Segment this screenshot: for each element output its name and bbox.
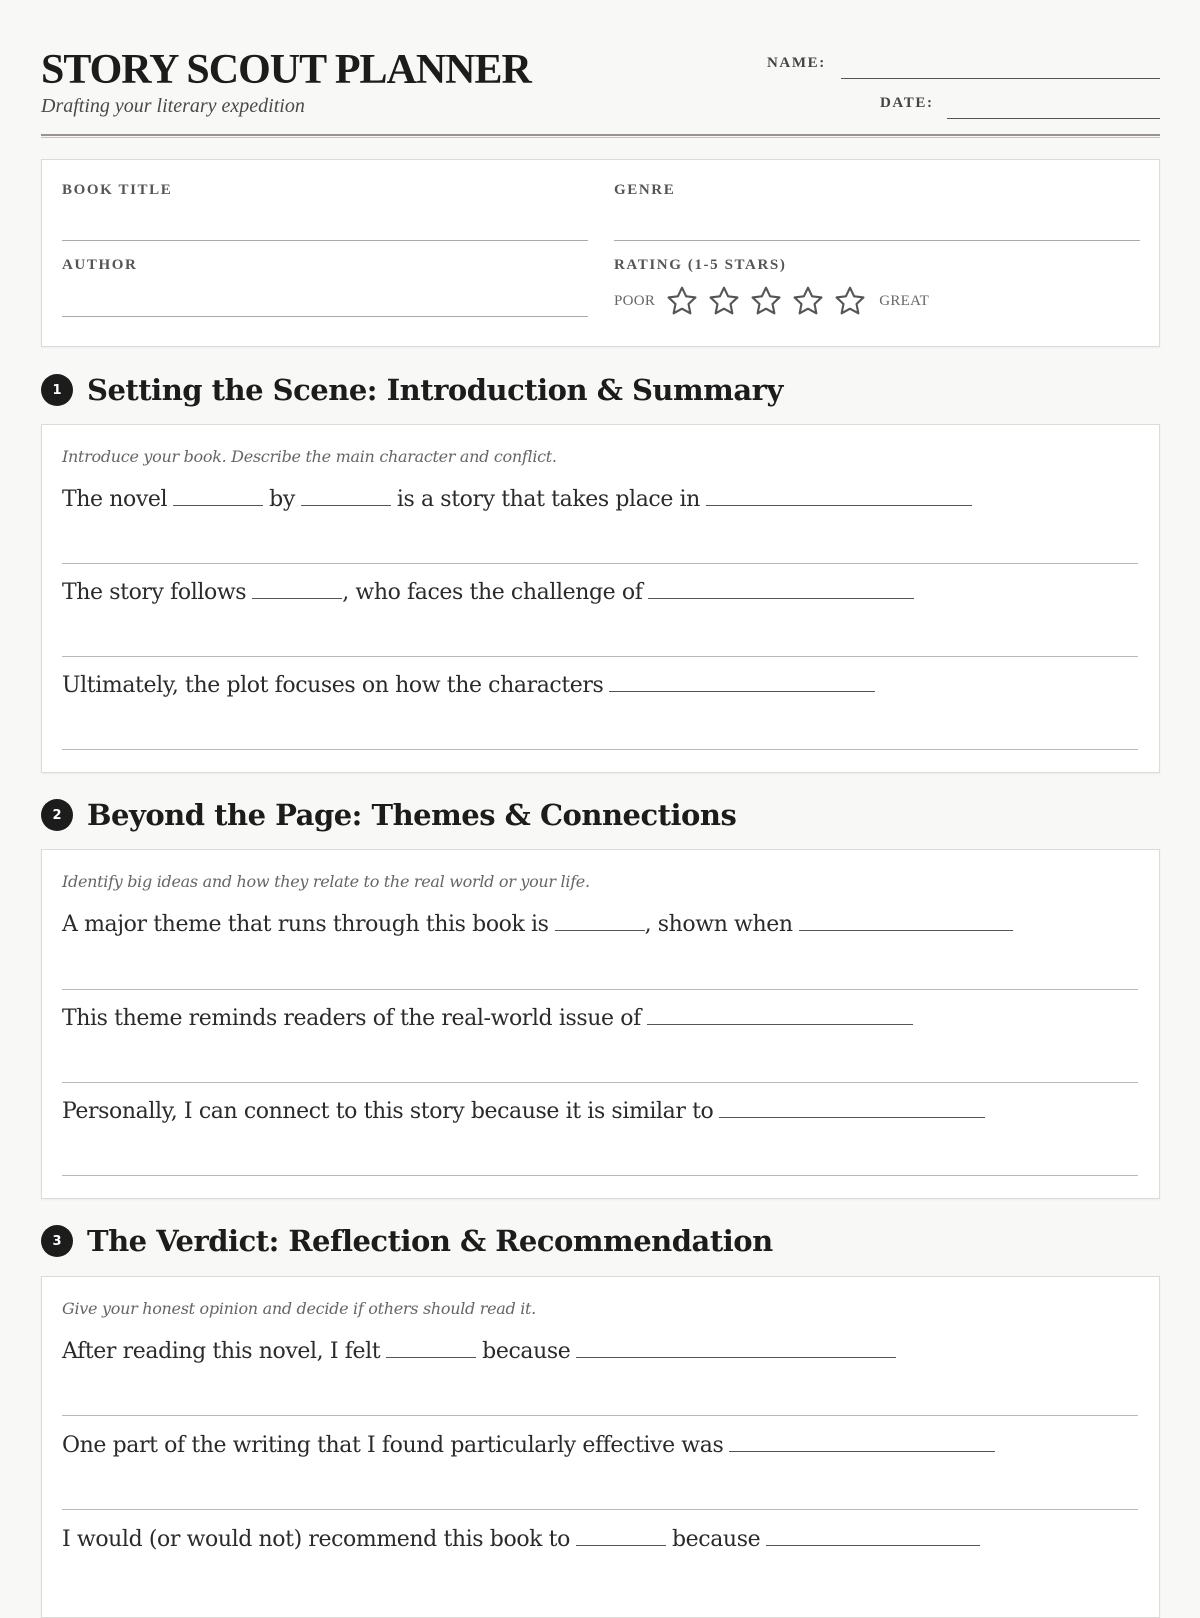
blank-field[interactable] (766, 1544, 980, 1546)
prompt-text: because (671, 1527, 761, 1552)
section-instruction: Introduce your book. Describe the main character and conflict. (62, 447, 557, 466)
star-icon[interactable] (707, 284, 741, 318)
star-icon[interactable] (749, 284, 783, 318)
prompt-text: Personally, I can connect to this story because it is similar to (62, 1099, 714, 1124)
answer-line[interactable] (62, 656, 1138, 657)
answer-line[interactable] (62, 749, 1138, 750)
blank-field[interactable] (647, 1023, 913, 1025)
author-label: AUTHOR (62, 257, 138, 273)
date-field[interactable] (947, 118, 1160, 119)
prompt-line (62, 580, 914, 605)
section-1-heading (41, 373, 783, 407)
blank-field[interactable] (576, 1544, 666, 1546)
section-instruction: Give your honest opinion and decide if others should read it. (62, 1299, 536, 1318)
section-number-badge: 2 (41, 799, 73, 831)
section-title: Beyond the Page: Themes & Connections (87, 798, 737, 832)
blank-field[interactable] (301, 504, 391, 506)
blank-field[interactable] (719, 1116, 985, 1118)
section-number-badge: 3 (41, 1225, 73, 1257)
answer-line[interactable] (62, 989, 1138, 990)
section-2-card (41, 849, 1160, 1199)
page-title: STORY SCOUT PLANNER (41, 47, 531, 93)
blank-field[interactable] (386, 1356, 476, 1358)
prompt-line (62, 487, 972, 512)
genre-label: GENRE (614, 182, 676, 198)
genre-field[interactable] (614, 240, 1140, 241)
answer-line[interactable] (62, 1509, 1138, 1510)
answer-line[interactable] (62, 1082, 1138, 1083)
rating-scale (614, 284, 929, 318)
prompt-text: After reading this novel, I felt (62, 1339, 381, 1364)
prompt-text: because (482, 1339, 571, 1364)
prompt-text: is a story that takes place in (396, 487, 700, 512)
rating-low-label: POOR (614, 292, 656, 309)
blank-field[interactable] (706, 504, 972, 506)
author-field[interactable] (62, 316, 588, 317)
book-title-field[interactable] (62, 240, 588, 241)
blank-field[interactable] (576, 1356, 896, 1358)
prompt-line (62, 673, 875, 698)
book-title-label: BOOK TITLE (62, 182, 173, 198)
answer-line[interactable] (62, 1415, 1138, 1416)
blank-field[interactable] (252, 597, 342, 599)
prompt-line (62, 1527, 980, 1552)
section-3-heading (41, 1224, 773, 1258)
page-subtitle: Drafting your literary expedition (41, 95, 305, 117)
blank-field[interactable] (609, 690, 875, 692)
star-icon[interactable] (833, 284, 867, 318)
prompt-line (62, 912, 1013, 937)
blank-field[interactable] (648, 597, 914, 599)
prompt-text: Ultimately, the plot focuses on how the characters (62, 673, 604, 698)
blank-field[interactable] (729, 1450, 995, 1452)
star-icon[interactable] (791, 284, 825, 318)
name-field[interactable] (841, 78, 1160, 79)
prompt-text: I would (or would not) recommend this book to (62, 1527, 570, 1552)
section-3-card (41, 1276, 1160, 1618)
prompt-text: , who faces the challenge of (342, 580, 643, 605)
prompt-line (62, 1433, 995, 1458)
prompt-text: The novel (62, 487, 168, 512)
section-2-heading (41, 798, 736, 832)
section-instruction: Identify big ideas and how they relate to the real world or your life. (62, 872, 590, 891)
prompt-text: A major theme that runs through this book is (62, 912, 549, 937)
prompt-text: , shown when (644, 912, 793, 937)
prompt-text: The story follows (62, 580, 247, 605)
prompt-text: One part of the writing that I found particularly effective was (62, 1433, 724, 1458)
blank-field[interactable] (799, 929, 1013, 931)
star-icon[interactable] (665, 284, 699, 318)
prompt-text: This theme reminds readers of the real-world issue of (62, 1006, 641, 1031)
rating-label: RATING (1-5 STARS) (614, 257, 787, 273)
rating-high-label: GREAT (879, 292, 930, 309)
star-rating (661, 284, 871, 318)
section-1-card (41, 424, 1160, 773)
header-divider (41, 134, 1160, 138)
blank-field[interactable] (555, 929, 645, 931)
prompt-line (62, 1339, 896, 1364)
answer-line[interactable] (62, 1175, 1138, 1176)
section-title: Setting the Scene: Introduction & Summary (87, 373, 783, 407)
prompt-text: by (269, 487, 295, 512)
name-label: NAME: (767, 55, 826, 71)
section-number-badge: 1 (41, 374, 73, 406)
answer-line[interactable] (62, 563, 1138, 564)
blank-field[interactable] (173, 504, 263, 506)
prompt-line (62, 1006, 913, 1031)
date-label: DATE: (880, 95, 934, 111)
section-title: The Verdict: Reflection & Recommendation (87, 1224, 773, 1258)
book-info-card (41, 159, 1160, 347)
prompt-line (62, 1099, 985, 1124)
